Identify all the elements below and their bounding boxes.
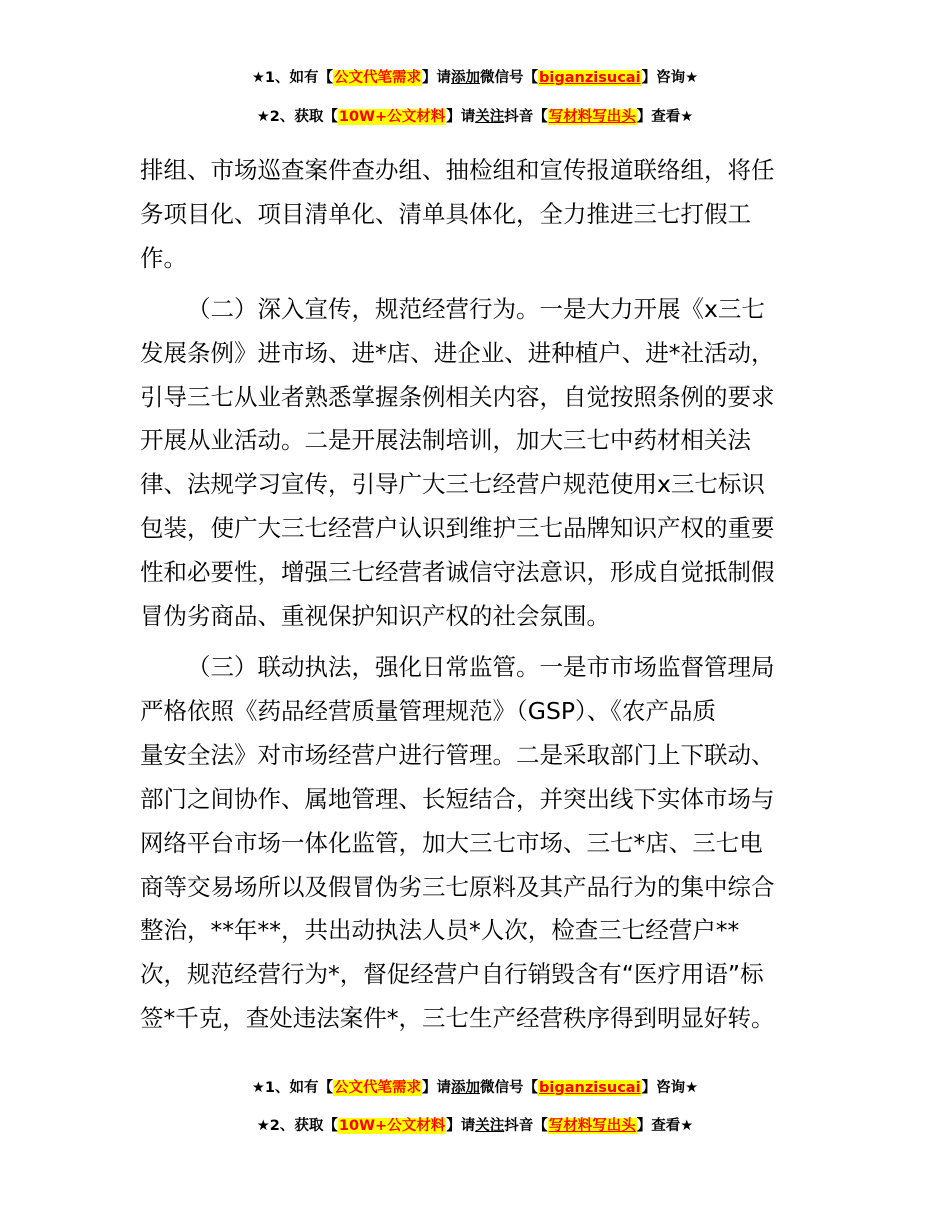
star-icon: ★ [251,70,265,86]
star-icon: ★ [685,70,699,86]
wechat-id-highlight: biganzisucai [539,1080,641,1096]
star-icon: ★ [680,109,694,125]
paragraph-publicity: （二）深入宣传，规范经营行为。一是大力开展《x三七 发展条例》进市场、进*店、进企业、进种植户、进*社活动， 引导三七从业者熟悉掌握条例相关内容，自觉按照条例的要求 开展从业活动。二是开展法制培训，加大三七中药材相关法 律、法规学习宣传，引导广大三七经营户规范使用x三七标识 包装，使广大三七经营户认识到维护三七品牌知识产权的重要 性和必要性，增强三七经营者诚信守法意识，形成自觉抵制假 冒伪劣商品、重视保护知识产权的社会氛围。 [140,294,775,631]
bottom-banner-line-1: ★1、如有【公文代笔需求】请添加微信号【biganzisucai】咨询★ [251,1080,699,1096]
materials-highlight: 10W+公文材料 [338,109,446,125]
wechat-id-highlight: biganzisucai [539,70,641,86]
star-icon: ★ [251,1080,265,1096]
top-banner-line-2: ★2、获取【10W+公文材料】请关注抖音【写材料写出头】查看★ [256,109,694,125]
materials-highlight: 10W+公文材料 [338,1118,446,1134]
ghostwriting-highlight: 公文代笔需求 [334,70,422,86]
top-banner-line-1: ★1、如有【公文代笔需求】请添加微信号【biganzisucai】咨询★ [251,70,699,86]
star-icon: ★ [256,1118,270,1134]
douyin-account-highlight: 写材料写出头 [548,109,636,125]
document-body [140,149,812,1041]
star-icon: ★ [256,109,270,125]
paragraph-continuation: 排组、市场巡查案件查办组、抽检组和宣传报道联络组，将任 务项目化、项目清单化、清单具体化，全力推进三七打假工 作。 [140,156,775,272]
ghostwriting-highlight: 公文代笔需求 [334,1080,422,1096]
douyin-account-highlight: 写材料写出头 [548,1118,636,1134]
star-icon: ★ [680,1118,694,1134]
bottom-banner-line-2: ★2、获取【10W+公文材料】请关注抖音【写材料写出头】查看★ [256,1118,694,1134]
paragraph-enforcement: （三）联动执法，强化日常监管。一是市市场监督管理局 严格依照《药品经营质量管理规范》（GSP）、《农产品质 量安全法》对市场经营户进行管理。二是采取部门上下联动、 部门之间协作、属地管理、长短结合，并突出线下实体市场与 网络平台市场一体化监管，加大三七市场、三七*店、三七电 商等交易场所以及假冒伪劣三七原料及其产品行为的集中综合 整治，**年**，共出动执法人员*人次，检查三七经营户** 次，规范经营行为*，督促经营户自行销毁含有“医疗用语”标 签*千克，查处违法案件*，三七生产经营秩序得到明显好转。 [140,652,775,1033]
star-icon: ★ [685,1080,699,1096]
